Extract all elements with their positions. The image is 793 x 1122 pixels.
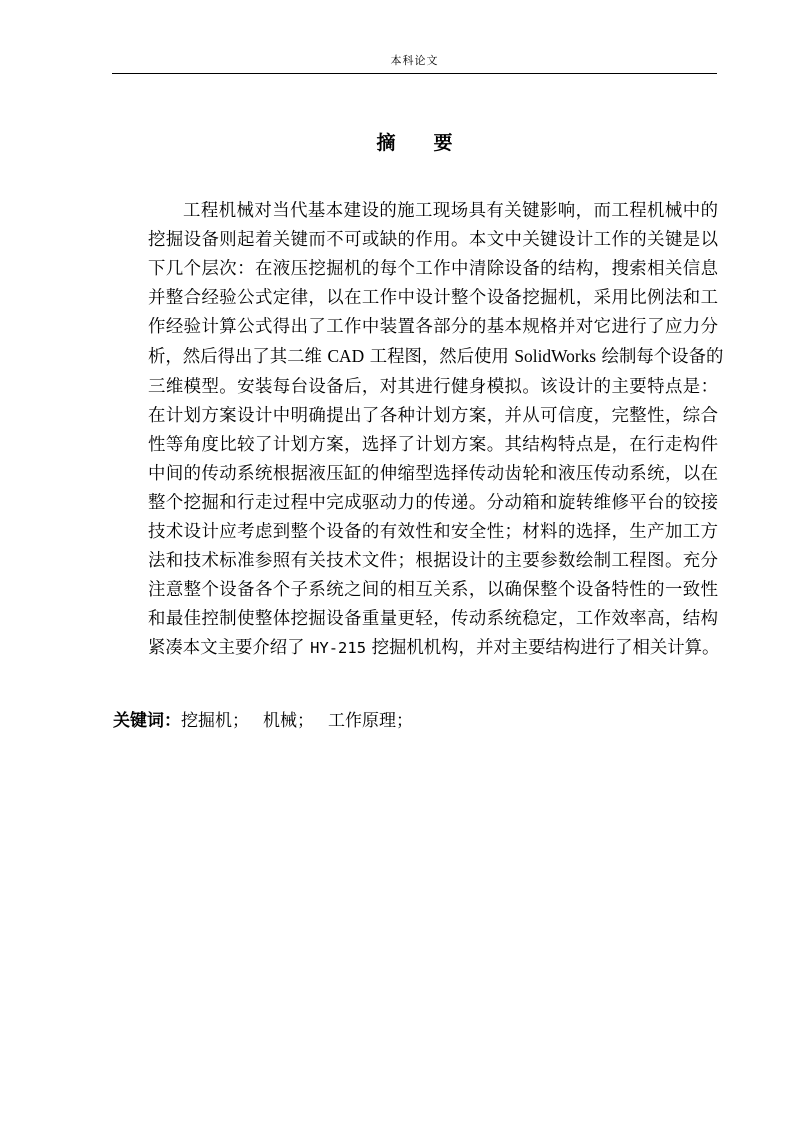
abstract-title [112, 130, 717, 156]
abstract-line: 挖掘设备则起着关键而不可或缺的作用。本文中关键设计工作的关键是以 [148, 230, 718, 251]
abstract-term-cad: CAD [327, 346, 365, 367]
abstract-line: 性等角度比较了计划方案，选择了计划方案。其结构特点是，在行走构件 [148, 434, 718, 455]
abstract-line-mixed [113, 342, 724, 372]
abstract-line: 中间的传动系统根据液压缸的伸缩型选择传动齿轮和液压传动系统，以在 [148, 463, 718, 484]
abstract-text-segment: 紧凑本文主要介绍了 [148, 638, 305, 659]
abstract-line: 技术设计应考虑到整个设备的有效性和安全性；材料的选择，生产加工方 [148, 522, 718, 543]
abstract-line: 注意整个设备各个子系统之间的相互关系，以确保整个设备特性的一致性 [148, 580, 718, 601]
keywords-line [113, 708, 718, 734]
abstract-text-segment: 挖掘机机构，并对主要结构进行了相关计算。 [371, 638, 720, 659]
abstract-line: 三维模型。安装每台设备后，对其进行健身模拟。该设计的主要特点是： [148, 376, 718, 397]
abstract-line: 下几个层次：在液压挖掘机的每个工作中清除设备的结构，搜索相关信息 [148, 259, 718, 280]
abstract-body [113, 197, 724, 664]
abstract-line: 和最佳控制使整体挖掘设备重量更轻，传动系统稳定，工作效率高，结构 [148, 609, 718, 630]
keyword-item: 挖掘机； [181, 711, 249, 731]
header-rule [112, 73, 717, 74]
abstract-line: 在计划方案设计中明确提出了各种计划方案，并从可信度，完整性，综合 [148, 405, 718, 426]
keywords-label: 关键词： [113, 711, 181, 731]
abstract-term-model: HY-215 [310, 639, 367, 658]
running-header: 本科论文 [390, 54, 439, 67]
abstract-text-segment: 绘制每个设备的 [601, 347, 724, 368]
abstract-title-char-1: 摘 [376, 132, 396, 154]
abstract-text-segment: 析，然后得出了其二维 [148, 347, 322, 368]
abstract-term-solidworks: SolidWorks [514, 346, 597, 367]
abstract-line: 并整合经验公式定律，以在工作中设计整个设备挖掘机，采用比例法和工 [148, 288, 718, 309]
abstract-line: 工程机械对当代基本建设的施工现场具有关键影响，而工程机械中的 [183, 201, 718, 221]
abstract-line: 作经验计算公式得出了工作中装置各部分的基本规格并对它进行了应力分 [148, 317, 718, 338]
keyword-item: 工作原理； [328, 711, 413, 731]
abstract-text-segment: 工程图，然后使用 [369, 347, 509, 368]
keyword-item: 机械； [263, 711, 314, 731]
abstract-title-char-2: 要 [433, 132, 453, 154]
abstract-line: 整个挖掘和行走过程中完成驱动力的传递。分动箱和旋转维修平台的铰接 [148, 492, 718, 513]
abstract-line: 法和技术标准参照有关技术文件；根据设计的主要参数绘制工程图。充分 [148, 551, 718, 572]
abstract-line-mixed [113, 634, 718, 663]
